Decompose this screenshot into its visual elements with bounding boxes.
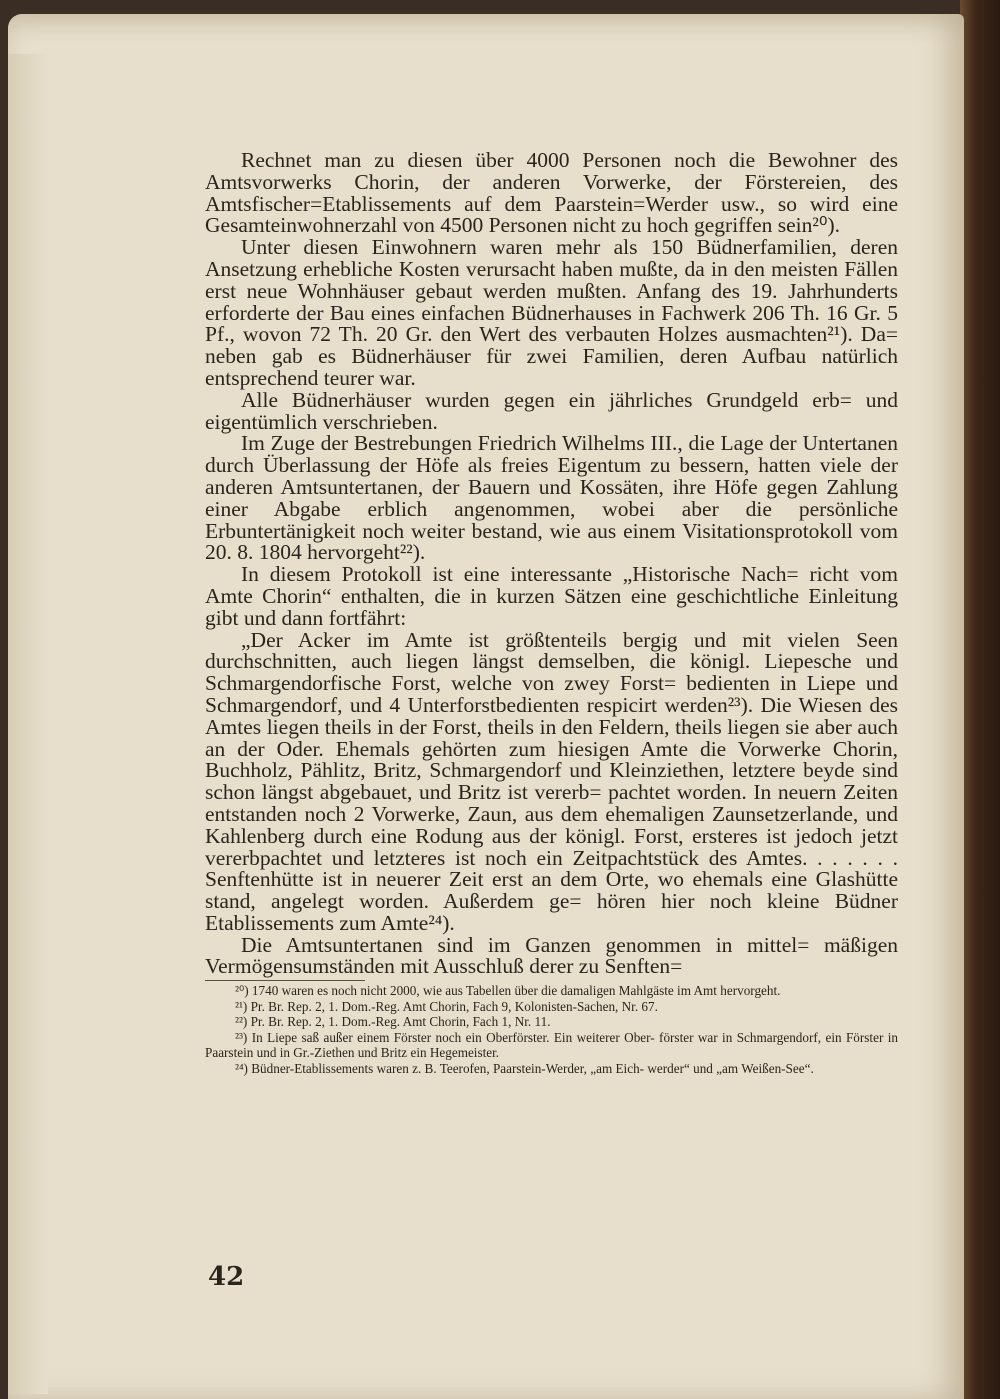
page-edge — [8, 54, 48, 1394]
paragraph: Rechnet man zu diesen über 4000 Personen noch die Bewohner des Amtsvorwerks Chorin, der anderen Vorwerke, der Förstereien, des Amtsfischer=Etablissements auf dem Paarstein=Werder usw., so wird eine Gesamteinwohnerzahl von 4500 Personen nicht zu hoch gegriffen sein²⁰). — [205, 148, 898, 238]
book-spine — [960, 0, 1000, 1399]
footnote: ²⁰) 1740 waren es noch nicht 2000, wie aus Tabellen über die damaligen Mahlgäste im Amt hervorgeht. — [235, 983, 781, 999]
footnote: ²⁴) Büdner-Etablissements waren z. B. Teerofen, Paarstein-Werder, „am Eich- werder“ und „am Weißen-See“. — [235, 1060, 814, 1076]
page-body — [205, 150, 898, 1076]
paragraph: Alle Büdnerhäuser wurden gegen ein jährliches Grundgeld erb= und eigentümlich verschrieben. — [205, 387, 898, 434]
footnote: ²¹) Pr. Br. Rep. 2, 1. Dom.-Reg. Amt Chorin, Fach 9, Kolonisten-Sachen, Nr. 67. — [235, 998, 658, 1014]
paragraph: In diesem Protokoll ist eine interessante „Historische Nach= richt vom Amte Chorin“ enthalten, die in kurzen Sätzen eine geschichtliche Einleitung gibt und dann fortfährt: — [205, 562, 898, 630]
footnote: ²³) In Liepe saß außer einem Förster noch ein Oberförster. Ein weiterer Ober- förster war in Schmargendorf, ein Förster in Paarstein und in Gr.-Ziethen und Britz ein Hegemeister. — [205, 1029, 898, 1061]
paragraph: Im Zuge der Bestrebungen Friedrich Wilhelms III., die Lage der Untertanen durch Überlassung der Höfe als freies Eigentum zu bessern, hatten viele der anderen Amtsuntertanen, der Bauern und Kossäten, ihre Höfe gegen Zahlung einer Abgabe erblich angenommen, wobei aber die persönliche Erbuntertänigkeit noch weiter bestand, wie aus einem Visitationsprotokoll vom 20. 8. 1804 hervorgeht²²). — [205, 431, 898, 565]
paragraph: Unter diesen Einwohnern waren mehr als 150 Büdnerfamilien, deren Ansetzung erhebliche Kosten verursacht haben mußte, da in den meisten Fällen erst neue Wohnhäuser gebaut werden mußten. Anfang des 19. Jahrhunderts erforderte der Bau eines einfachen Büdnerhauses in Fachwerk 206 Th. 16 Gr. 5 Pf., wovon 72 Th. 20 Gr. den Wert des verbauten Holzes ausmachten²¹). Da= neben gab es Büdnerhäuser für zwei Familien, deren Aufbau natürlich entsprechend teurer war. — [205, 235, 898, 390]
paragraph: Die Amtsuntertanen sind im Ganzen genommen in mittel= mäßigen Vermögensumständen mit Ausschluß derer zu Senften= — [205, 932, 898, 979]
footnote-divider — [205, 980, 365, 981]
page-number: 42 — [208, 1262, 245, 1292]
footnote: ²²) Pr. Br. Rep. 2, 1. Dom.-Reg. Amt Chorin, Fach 1, Nr. 11. — [235, 1014, 551, 1030]
quotation-paragraph: „Der Acker im Amte ist größtenteils bergig und mit vielen Seen durchschnitten, auch liegen längst demselben, die königl. Liepesche und Schmargendorfische Forst, welche von zwey Forst= bedienten in Liepe und Schmargendorf, und 4 Unterforstbedienten respicirt werden²³). Die Wiesen des Amtes liegen theils in der Forst, theils in den Feldern, theils liegen sie aber auch an der Oder. Ehemals gehörten zum hiesigen Amte die Vorwerke Chorin, Buchholz, Pählitz, Britz, Schmargendorf und Kleinziethen, letztere beyde sind schon längst abgebauet, und Britz ist vererb= pachtet worden. In neuern Zeiten entstanden noch 2 Vorwerke, Zaun, aus dem ehemaligen Zaunsetzerlande, und Kahlenberg durch eine Rodung aus der königl. Forst, ersteres ist jedoch jetzt vererbpachtet und letzteres ist noch ein Zeitpachtstück des Amtes. . . . . . . Senftenhütte ist in neuerer Zeit erst an dem Orte, wo ehemals eine Glashütte stand, angelegt worden. Außerdem ge= hören hier noch kleine Büdner Etablissements zum Amte²⁴). — [205, 627, 898, 935]
